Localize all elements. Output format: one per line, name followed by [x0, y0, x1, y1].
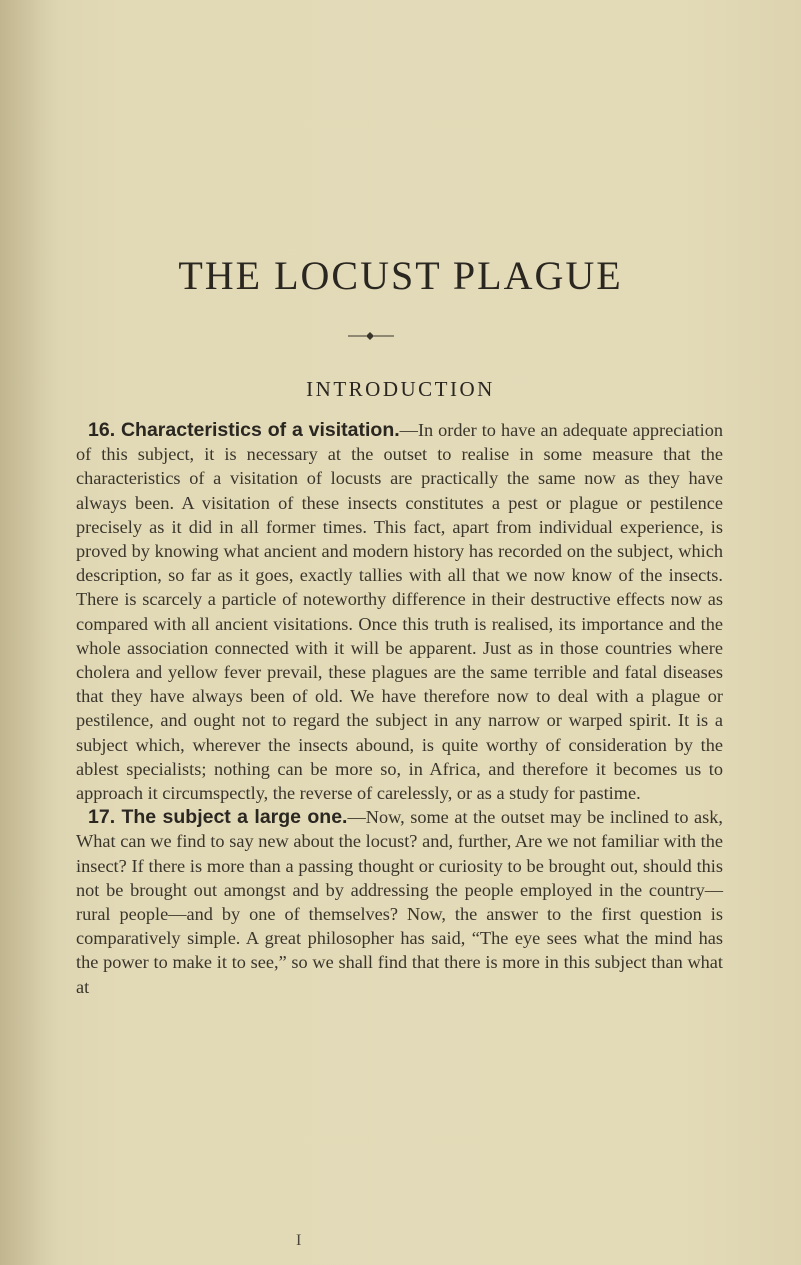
page-number: I [296, 1232, 302, 1249]
diamond-rule-ornament-icon [340, 330, 400, 342]
paragraph-heading: 16. Characteristics of a visitation. [88, 419, 400, 441]
paragraph [76, 805, 723, 999]
paragraph-text: —Now, some at the outset may be inclined to ask, What can we find to say new about the locust? and, further, Are we not familiar with the insect? If there is more than a passing thought or curiosity to be brought out, should this not be brought out amongst and by addressing the people employed in the country—rural people—and by one of themselves? Now, the answer to the first question is comparatively simple. A great philosopher has said, “The eye sees what the mind has the power to make it to see,” so we shall find that there is more in this subject than what at [76, 807, 723, 997]
body-text [76, 418, 723, 999]
book-title: THE LOCUST PLAGUE [178, 253, 623, 298]
paragraph-text: —In order to have an adequate appreciation of this subject, it is necessary at the outset to realise in some measure that the characteristics of a visitation of locusts are practically the same now as they have always been. A visitation of these insects constitutes a pest or plague or pestilence precisely as it did in all former times. This fact, apart from individual experience, is proved by knowing what ancient and modern history has recorded on the subject, which description, so far as it goes, exactly tallies with all that we now know of the insects. There is scarcely a particle of noteworthy difference in their destructive effects now as compared with all ancient visitations. Once this truth is realised, its importance and the whole association connected with it will be apparent. Just as in those countries where cholera and yellow fever prevail, these plagues are the same terrible and fatal diseases that they have always been of old. We have therefore now to deal with a plague or pestilence, and ought not to regard the subject in any narrow or warped spirit. It is a subject which, wherever the insects abound, is quite worthy of consideration by the ablest specialists; nothing can be more so, in Africa, and therefore it becomes us to approach it circumspectly, the reverse of carelessly, or as a study for pastime. [76, 420, 723, 804]
section-heading: INTRODUCTION [306, 377, 495, 401]
paragraph-heading: 17. The subject a large one. [88, 806, 348, 829]
paragraph [76, 418, 723, 805]
